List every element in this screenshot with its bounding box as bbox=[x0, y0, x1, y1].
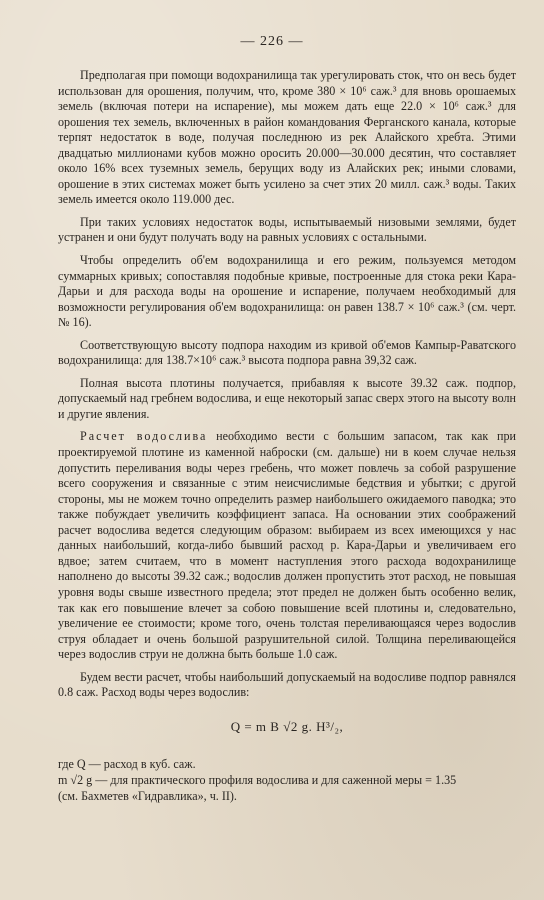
page-body bbox=[58, 68, 516, 804]
definition-q: где Q — расход в куб. саж. bbox=[58, 757, 196, 772]
paragraph-6 bbox=[58, 429, 516, 662]
paragraph-6-lead: Расчет водослива bbox=[80, 429, 208, 444]
paragraph-4: Соответствующую высоту подпора находим из кривой об'емов Кампыр-Раватского водохранилища: для 138.7×10⁶ саж.³ высота подпора равна 39,32 саж. bbox=[58, 337, 516, 368]
definition-reference: (см. Бахметев «Гидравлика», ч. II). bbox=[58, 789, 237, 804]
paragraph-7: Будем вести расчет, чтобы наибольший допускаемый на водосливе подпор равнялся 0.8 саж. Расход воды через водослив: bbox=[58, 669, 516, 700]
definition-coefficient: m √2 g — для практического профиля водослива и для саженной меры = 1.35 bbox=[58, 773, 457, 788]
discharge-formula: Q = m B √2 g. H³/₂, bbox=[230, 718, 344, 734]
paragraph-3: Чтобы определить об'ем водохранилища и его режим, пользуемся методом суммарных кривых; сопоставляя подобные кривые, построенные для стока реки Кара-Дарьи и для расхода воды на орошение и испарение, получаем необходимый для возможности регулирования об'ем водохранилища: он равен 138.7 × 10⁶ саж.³ (см. черт. № 16). bbox=[58, 253, 516, 330]
page-number: — 226 — bbox=[240, 34, 304, 49]
paragraph-5: Полная высота плотины получается, прибавляя к высоте 39.32 саж. подпор, допускаемый над гребнем водослива, и еще некоторый запас сверх этого на высоту волн и другие явления. bbox=[58, 375, 516, 421]
paragraph-1: Предполагая при помощи водохранилища так урегулировать сток, что он весь будет использован для орошения, получим, что, кроме 380 × 10⁶ саж.³ для вновь орошаемых земель (включая потери на испарение), мы можем дать еще 22.0 × 10⁶ саж.³ для орошения тех земель, включенных в район командования Ферганского канала, которые терпят недостаток в воде, получая последнюю из рек Алайского хребта. Этими двадцатью миллионами кубов можно оросить 20.000—30.000 десятин, что составляет около 16% всех туземных земель, берущих воду из Алайских рек; иными словами, орошение в этих системах может быть усилено за счет этих 20 милл. саж.³ воды. Таких земель имеется около 119.000 дес. bbox=[58, 68, 516, 207]
formula-definitions bbox=[58, 756, 516, 804]
paragraph-2: При таких условиях недостаток воды, испытываемый низовыми землями, будет устранен и они будут получать воду на равных условиях с остальными. bbox=[58, 214, 516, 245]
paragraph-6-text: необходимо вести с большим запасом, так как при проектируемой плотине из каменной наброски (см. дальше) ни в коем случае нельзя допустить переливания воды через гребень, что может повлечь за собой разрушение всего сооружения и связанные с этим неисчислимые бедствия и убытки; с другой стороны, мы не можем точно определить размер наибольшего ожидаемого паводка; это также побуждает увеличить коэффициент запаса. На основании этих соображений расчет водослива ведется следующим образом: выбираем из всех имеющихся у нас данных наибольший, когда-либо бывший расход р. Кара-Дарьи и увеличиваем его вдвое; затем считаем, что в момент наступления этого расхода водохранилище наполнено до высоты 39.32 саж.; водослив должен пропустить этот расход, не повышая уровня воды свыше известного предела; этот предел не должен быть особенно велик, так как его повышение влечет за собою повышение всей плотины и, следовательно, увеличение ее стоимости; кроме того, очень толстая переливающаяся через водослив струя обладает и очень большой разрушительной силой. Толщина переливающейся через водослив струи не должна быть больше 1.0 саж. bbox=[58, 429, 516, 662]
